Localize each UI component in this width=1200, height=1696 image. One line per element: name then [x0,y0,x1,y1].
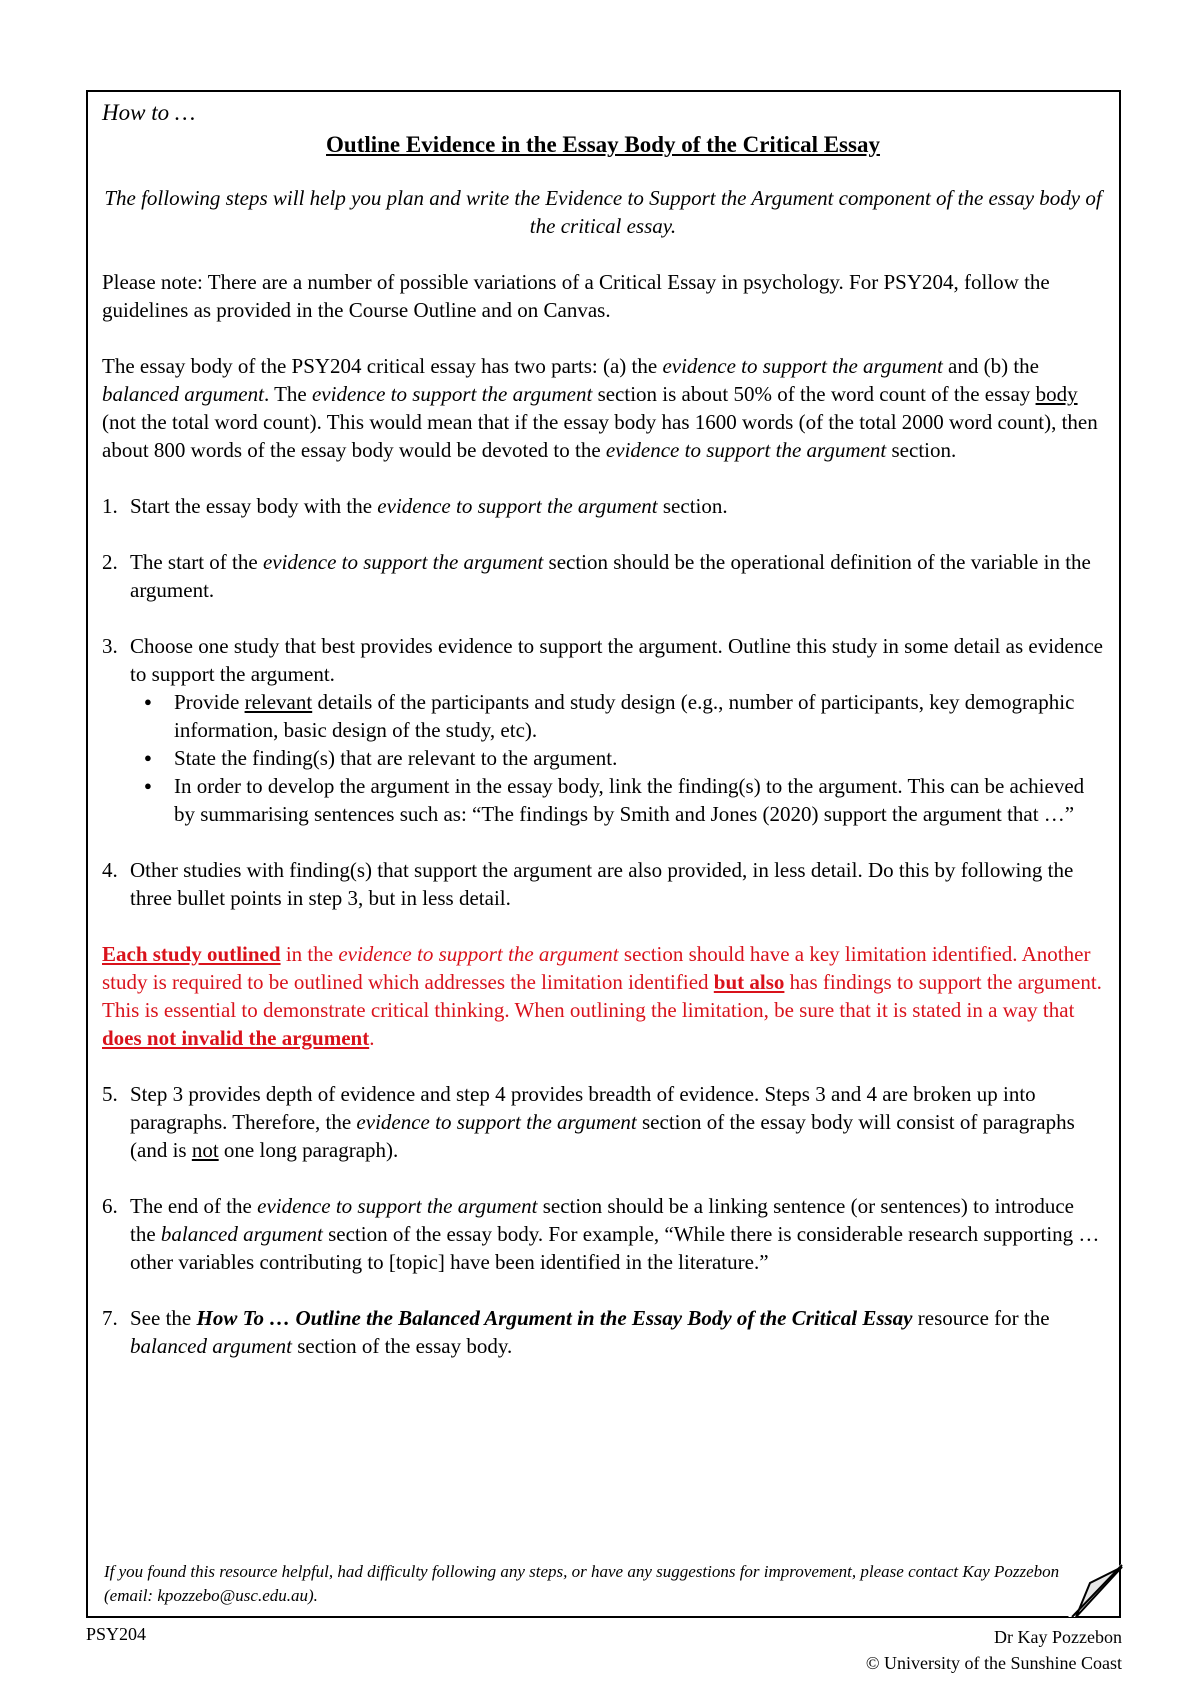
intro-text: The following steps will help you plan and write the Evidence to Support the Argument component of the essay body of the critical essay. [104,186,1102,238]
step-7: 7. See the How To … Outline the Balanced Argument in the Essay Body of the Critical Essay resource for the balanced argument section of the essay body. [102,1306,1050,1358]
course-code: PSY204 [86,1624,147,1644]
please-note-paragraph: Please note: There are a number of possible variations of a Critical Essay in psychology. For PSY204, follow the guidelines as provided in the Course Outline and on Canvas. [102,270,1050,322]
step-5: 5. Step 3 provides depth of evidence and step 4 provides breadth of evidence. Steps 3 and 4 are broken up into paragraphs. Therefore, the evidence to support the argument section of the essay body will consist of paragraphs (and is not one long paragraph). [102,1082,1075,1162]
limitation-warning: Each study outlined in the evidence to support the argument section should have a key limitation identified. Another study is required to be outlined which addresses the limitation identified but also has findings to support the argument. This is essential to demonstrate critical thinking. When outlining the limitation, be sure that it is stated in a way that does not invalid the argument. [102,942,1102,1050]
step-1: 1. Start the essay body with the evidence to support the argument section. [102,494,728,518]
step-3-bullets [102,688,1104,828]
page-title: Outline Evidence in the Essay Body of the Critical Essay [326,132,880,157]
howto-label: How to … [102,100,196,125]
essay-body-paragraph: The essay body of the PSY204 critical essay has two parts: (a) the evidence to support the argument and (b) the balanced argument. The evidence to support the argument section is about 50% of the word count of the essay body (not the total word count). This would mean that if the essay body has 1600 words (of the total 2000 word count), then about 800 words of the essay body would be devoted to the evidence to support the argument section. [102,354,1098,462]
author-credit [866,1624,1122,1676]
list-item: ● Provide relevant details of the participants and study design (e.g., number of participants, key demographic information, basic design of the study, etc). [174,688,1104,744]
step-4: 4. Other studies with finding(s) that support the argument are also provided, in less detail. Do this by following the three bullet points in step 3, but in less detail. [102,858,1074,910]
document-body [102,98,1104,1360]
feedback-footnote: If you found this resource helpful, had difficulty following any steps, or have any suggestions for improvement, please contact Kay Pozzebon (email: kpozzebo@usc.edu.au). [104,1562,1060,1605]
page-curl-icon [1068,1563,1124,1619]
step-3: 3. Choose one study that best provides evidence to support the argument. Outline this study in some detail as evidence to support the argument. [102,634,1104,686]
copyright: © University of the Sunshine Coast [865,1653,1122,1673]
list-item: ● In order to develop the argument in the essay body, link the finding(s) to the argument. This can be achieved by summarising sentences such as: “The findings by Smith and Jones (2020) support the argument that …” [174,772,1104,828]
author-name: Dr Kay Pozzebon [994,1627,1122,1647]
list-item: ● State the finding(s) that are relevant to the argument. [174,744,1104,772]
step-6: 6. The end of the evidence to support the argument section should be a linking sentence (or sentences) to introduce the balanced argument section of the essay body. For example, “While there is considerable research supporting … other variables contributing to [topic] have been identified in the literature.” [102,1194,1100,1274]
step-2: 2. The start of the evidence to support the argument section should be the operational definition of the variable in the argument. [102,550,1091,602]
